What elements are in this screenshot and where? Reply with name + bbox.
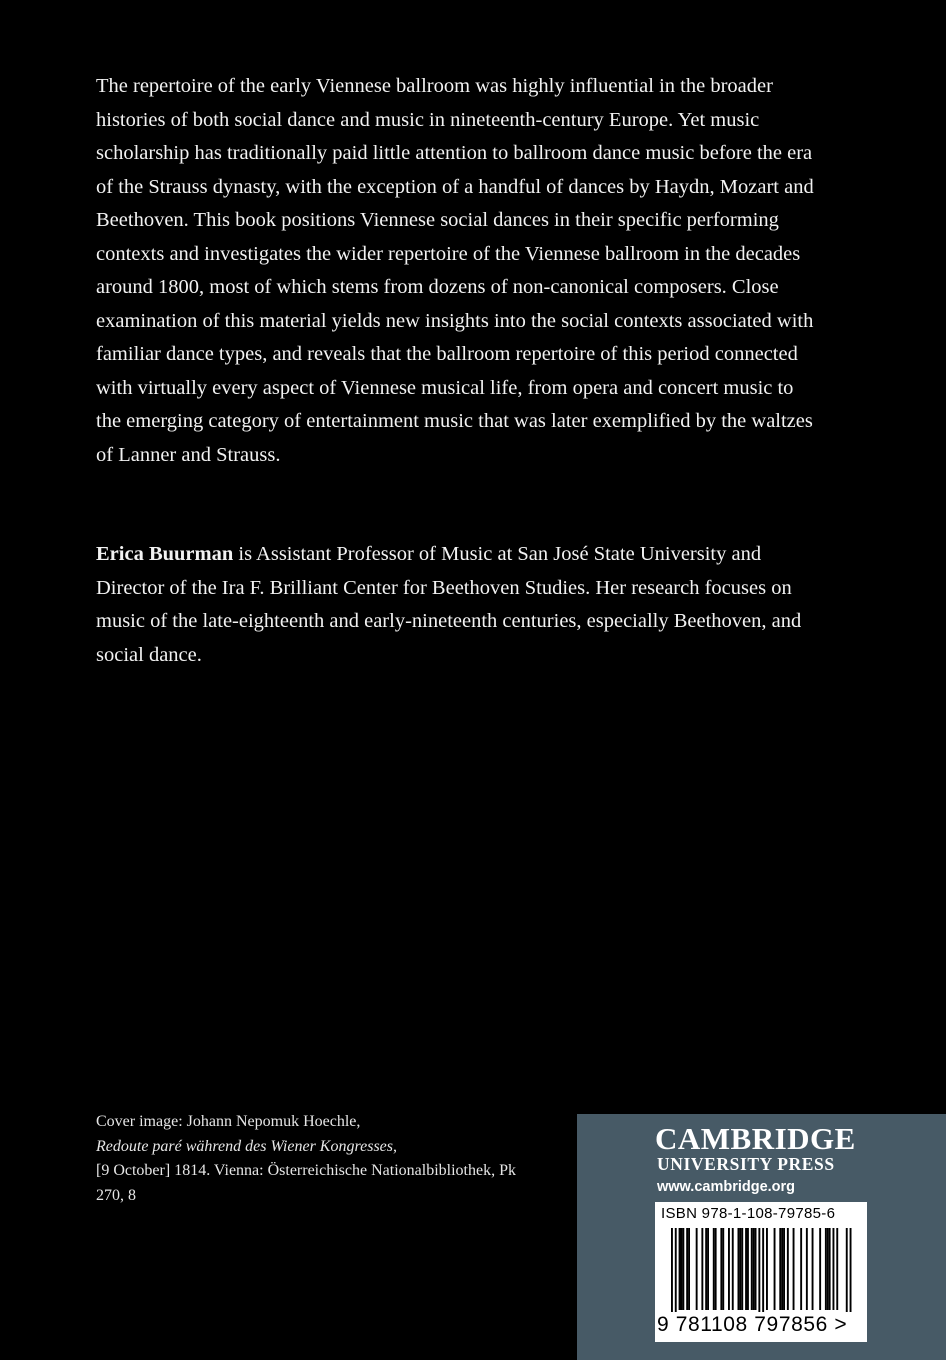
- barcode-bar: [758, 1228, 760, 1312]
- barcode-bar: [682, 1228, 684, 1310]
- barcode-bar: [728, 1228, 730, 1310]
- barcode-bar: [739, 1228, 741, 1310]
- barcode-bar: [825, 1228, 827, 1310]
- credit-prefix: Cover image: Johann Nepomuk Hoechle,: [96, 1113, 361, 1130]
- barcode-bar: [732, 1228, 734, 1310]
- barcode-bar: [766, 1228, 768, 1310]
- barcode-bar: [741, 1228, 743, 1310]
- barcode-bar: [819, 1228, 821, 1310]
- barcode-bar: [722, 1228, 724, 1310]
- barcode-bar: [705, 1228, 707, 1310]
- publisher-subtitle: UNIVERSITY PRESS: [657, 1154, 835, 1174]
- publisher-block: [577, 1114, 946, 1360]
- barcode-bar: [751, 1228, 753, 1310]
- barcode-bar: [720, 1228, 722, 1310]
- barcode-bar: [681, 1228, 683, 1310]
- barcode-bar: [707, 1228, 709, 1310]
- credit-comma: ,: [393, 1137, 397, 1155]
- barcode-bar: [774, 1228, 776, 1310]
- book-description: The repertoire of the early Viennese ballroom was highly influential in the broader histories of both social dance and music in nineteenth-century Europe. Yet music scholarship has traditionally paid little attention to ballroom dance music before the era of the Strauss dynasty, with the exception of a handful of dances by Haydn, Mozart and Beethoven. This book positions Viennese social dances in their specific performing contexts and investigates the wider repertoire of the Viennese ballroom in the decades around 1800, most of which stems from dozens of non-canonical composers. Close examination of this material yields new insights into the social contexts associated with familiar dance types, and reveals that the ballroom repertoire of this period connected with virtually every aspect of Viennese musical life, from opera and concert music to the emerging category of entertainment music that was later exemplified by the waltzes of Lanner and Strauss.: [96, 75, 814, 466]
- barcode-bar: [715, 1228, 717, 1310]
- barcode-bar: [753, 1228, 755, 1310]
- barcode-bar: [762, 1228, 764, 1312]
- barcode-bar: [686, 1228, 688, 1310]
- barcode-bar: [787, 1228, 789, 1310]
- barcode-bar: [806, 1228, 808, 1310]
- barcode-bar: [747, 1228, 749, 1310]
- publisher-name: CAMBRIDGE: [655, 1121, 856, 1156]
- barcode-bar: [812, 1228, 814, 1310]
- barcode-bar: [836, 1228, 838, 1310]
- barcode-bar: [833, 1228, 835, 1310]
- barcode-bar: [783, 1228, 785, 1310]
- barcode-block: [655, 1202, 867, 1342]
- barcode-image: [655, 1226, 867, 1312]
- barcode-bar: [779, 1228, 781, 1310]
- barcode-bar: [713, 1228, 715, 1310]
- barcode-bar: [738, 1228, 740, 1310]
- barcode-bar: [745, 1228, 747, 1310]
- author-name: Erica Buurman: [96, 543, 234, 565]
- credit-artwork-title: Redoute paré während des Wiener Kongresses: [96, 1137, 393, 1155]
- barcode-bar: [829, 1228, 831, 1310]
- barcode-digits: 9 781108 797856 >: [657, 1313, 848, 1336]
- author-bio: [96, 538, 816, 672]
- barcode-bar: [793, 1228, 795, 1310]
- barcode-bar: [800, 1228, 802, 1310]
- barcode-bar: [688, 1228, 690, 1310]
- cover-image-credit: [96, 1110, 516, 1208]
- barcode-bar: [781, 1228, 783, 1310]
- barcode-bar: [675, 1228, 677, 1312]
- publisher-website: www.cambridge.org: [657, 1179, 796, 1195]
- author-bio-text: is Assistant Professor of Music at San José State University and Director of the Ira F. Brilliant Center for Beethoven Studies. Her research focuses on music of the late-eighteenth and early-nineteenth centuries, especially Beethoven, and social dance.: [96, 543, 802, 666]
- barcode-bar: [755, 1228, 757, 1310]
- credit-details: [9 October] 1814. Vienna: Österreichische Nationalbibliothek, Pk 270, 8: [96, 1162, 516, 1204]
- isbn-label: ISBN 978-1-108-79785-6: [661, 1205, 836, 1222]
- barcode-bar: [679, 1228, 681, 1310]
- barcode-bar: [696, 1228, 698, 1310]
- barcode-bar: [671, 1228, 673, 1312]
- barcode-bar: [850, 1228, 852, 1312]
- barcode-bar: [827, 1228, 829, 1310]
- barcode-bar: [701, 1228, 703, 1310]
- barcode-bar: [846, 1228, 848, 1312]
